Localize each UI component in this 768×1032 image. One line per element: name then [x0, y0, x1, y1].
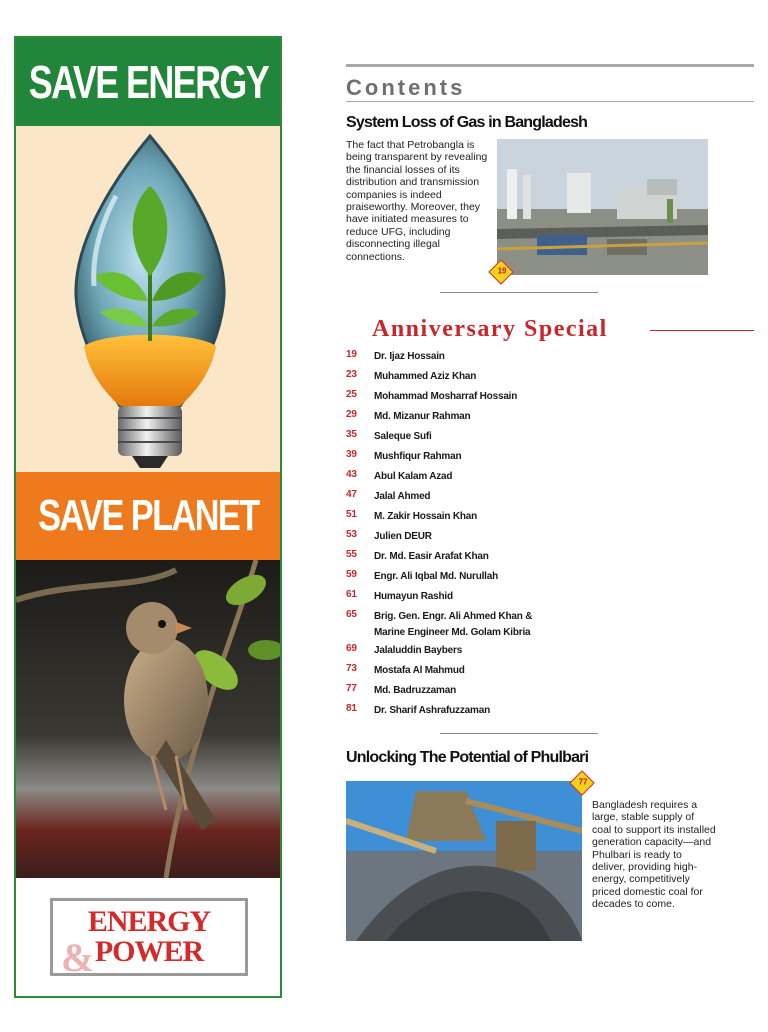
toc-item[interactable]: 19 Dr. Ijaz Hossain: [346, 349, 445, 362]
light-bulb-icon: [16, 126, 282, 472]
toc-item[interactable]: 53 Julien DEUR: [346, 529, 432, 542]
save-planet-header: [16, 472, 280, 560]
contents-header: [346, 64, 754, 102]
save-planet-text: SAVE PLANET: [37, 491, 259, 540]
logo-energy-text: ENERGY: [87, 905, 211, 938]
article-title-gas-loss[interactable]: System Loss of Gas in Bangladesh: [346, 114, 588, 131]
page-badge-19: 19: [488, 259, 513, 284]
logo-ampersand: &: [61, 935, 95, 980]
toc-item[interactable]: 43 Abul Kalam Azad: [346, 469, 453, 482]
toc-item[interactable]: 81 Dr. Sharif Ashrafuzzaman: [346, 703, 490, 716]
coal-mine-photo: [346, 781, 582, 941]
toc-item[interactable]: 73 Mostafa Al Mahmud: [346, 663, 465, 676]
toc-item[interactable]: 29 Md. Mizanur Rahman: [346, 409, 471, 422]
divider-line: [440, 292, 598, 293]
page-badge-77: 77: [569, 770, 594, 795]
toc-item[interactable]: 55 Dr. Md. Easir Arafat Khan: [346, 549, 489, 562]
logo-power-text: POWER: [94, 935, 204, 968]
toc-item[interactable]: 23 Muhammed Aziz Khan: [346, 369, 477, 382]
toc-item[interactable]: 61 Humayun Rashid: [346, 589, 453, 602]
anniversary-special-title: Anniversary Special: [372, 316, 608, 342]
save-energy-header: [16, 38, 280, 126]
save-energy-text: SAVE ENERGY: [28, 56, 268, 108]
toc-item[interactable]: 77 Md. Badruzzaman: [346, 683, 457, 696]
toc-item[interactable]: 47 Jalal Ahmed: [346, 489, 431, 502]
contents-title: Contents: [346, 75, 466, 100]
article-title-phulbari[interactable]: Unlocking The Potential of Phulbari: [346, 749, 589, 766]
divider-line: [440, 733, 598, 734]
toc-item[interactable]: 69 Jalaluddin Baybers: [346, 643, 463, 656]
toc-item[interactable]: 51 M. Zakir Hossain Khan: [346, 509, 478, 522]
anniversary-title-rule: [650, 330, 754, 331]
gas-plant-photo: [497, 139, 708, 275]
light-bulb-illustration: [16, 126, 280, 472]
energy-power-logo-area: [16, 878, 280, 998]
toc-item[interactable]: 59 Engr. Ali Iqbal Md. Nurullah: [346, 569, 499, 582]
save-energy-banner: [14, 36, 282, 998]
toc-item[interactable]: 39 Mushfiqur Rahman: [346, 449, 462, 462]
toc-item[interactable]: 35 Saleque Sufi: [346, 429, 432, 442]
toc-item[interactable]: 25 Mohammad Mosharraf Hossain: [346, 389, 518, 402]
anniversary-toc-list: [346, 349, 646, 723]
energy-power-logo: [50, 898, 248, 980]
article-summary-gas-loss: The fact that Petrobangla is being transparent by revealing the financial losses of its distribution and transmission companies is indeed praiseworthy. Moreover, they have initiated measures to reduce UFG, including disconnecting illegal connections.: [346, 139, 488, 263]
toc-item[interactable]: 65 Brig. Gen. Engr. Ali Ahmed Khan & Marine Engineer Md. Golam Kibria: [346, 609, 533, 638]
article-summary-phulbari: Bangladesh requires a large, stable supply of coal to support its installed generation capacity—and Phulbari is ready to deliver, providing high-energy, competitively priced domestic coal for decades to come.: [592, 799, 716, 911]
sparrow-photo: [16, 560, 280, 878]
